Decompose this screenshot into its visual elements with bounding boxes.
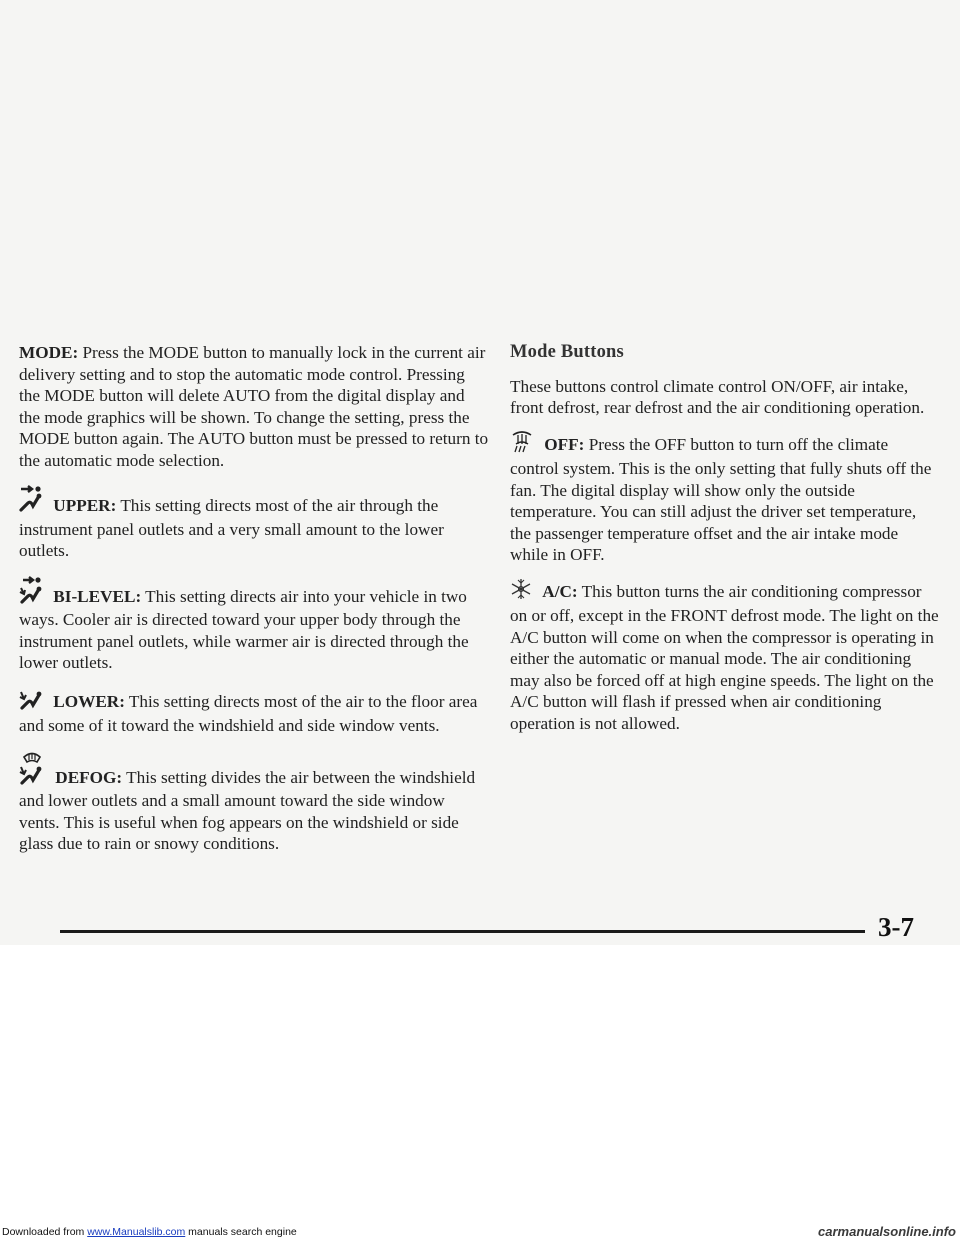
lower-text: This setting directs most of the air to the floor area and some of it toward the windshield and side window vents. — [19, 691, 478, 735]
lower-paragraph — [19, 686, 489, 737]
off-term: OFF: — [544, 434, 585, 454]
lower-term: LOWER: — [53, 691, 125, 711]
download-prefix: Downloaded from — [2, 1226, 88, 1238]
snowflake-icon — [510, 578, 532, 606]
off-paragraph — [510, 431, 940, 566]
ac-paragraph — [510, 578, 940, 735]
ac-term: A/C: — [542, 581, 578, 601]
bilevel-term: BI-LEVEL: — [53, 586, 142, 606]
manualslib-link[interactable]: www.Manualslib.com — [87, 1226, 186, 1238]
bilevel-text: This setting directs air into your vehicle in two ways. Cooler air is directed toward your upper body through the instrument panel outlets, while warmer air is directed through the lower outlets. — [19, 586, 469, 672]
bilevel-vent-icon — [19, 574, 43, 610]
watermark: carmanualsonline.info — [818, 1224, 956, 1239]
mode-text: Press the MODE button to manually lock in the current air delivery setting and to stop the automatic mode control. Pressing the MODE button will delete AUTO from the digital display and the mode graphics will be shown. To change the setting, press the MODE button again. The AUTO button must be pressed to return to the automatic mode selection. — [19, 343, 489, 470]
lower-vent-icon — [19, 686, 43, 716]
upper-text: This setting directs most of the air through the instrument panel outlets and a very small amount to the lower outlets. — [19, 496, 444, 560]
download-suffix: manuals search engine — [185, 1226, 297, 1238]
right-column — [510, 342, 940, 746]
mode-paragraph — [19, 342, 489, 471]
section-heading: Mode Buttons — [510, 342, 624, 362]
off-text: Press the OFF button to turn off the climate control system. This is the only setting that fully shuts off the fan. The digital display will show only the outside temperature. You can still adjust the driver set temperature, the passenger temperature offset and the air intake mode while in OFF. — [510, 434, 932, 564]
upper-term: UPPER: — [53, 496, 117, 515]
defog-term: DEFOG: — [55, 767, 123, 787]
mode-term: MODE: — [19, 343, 79, 362]
upper-vent-icon — [19, 483, 43, 519]
ac-text: This button turns the air conditioning compressor on or off, except in the FRONT defrost mode. The light on the A/C button will come on when the compressor is operating in either the automatic or manual mode. The air conditioning may also be forced off at high engine speeds. The light on the A/C button will flash if pressed when air conditioning operation is not allowed. — [510, 581, 939, 733]
defog-icon — [19, 749, 45, 791]
upper-paragraph — [19, 483, 489, 562]
defog-paragraph — [19, 749, 489, 855]
bilevel-paragraph — [19, 574, 489, 674]
download-notice — [2, 1226, 297, 1238]
left-column — [19, 342, 489, 867]
intro-paragraph: These buttons control climate control ON/OFF, air intake, front defrost, rear defrost and the air conditioning operation. — [510, 376, 925, 417]
defog-text: This setting divides the air between the windshield and lower outlets and a small amount toward the side window vents. This is useful when fog appears on the windshield or side glass due to rain or snowy conditions. — [19, 767, 476, 853]
footer-rule — [60, 930, 865, 933]
fan-off-icon — [510, 431, 534, 459]
page-number: 3-7 — [878, 912, 914, 942]
download-footer — [0, 1224, 960, 1242]
